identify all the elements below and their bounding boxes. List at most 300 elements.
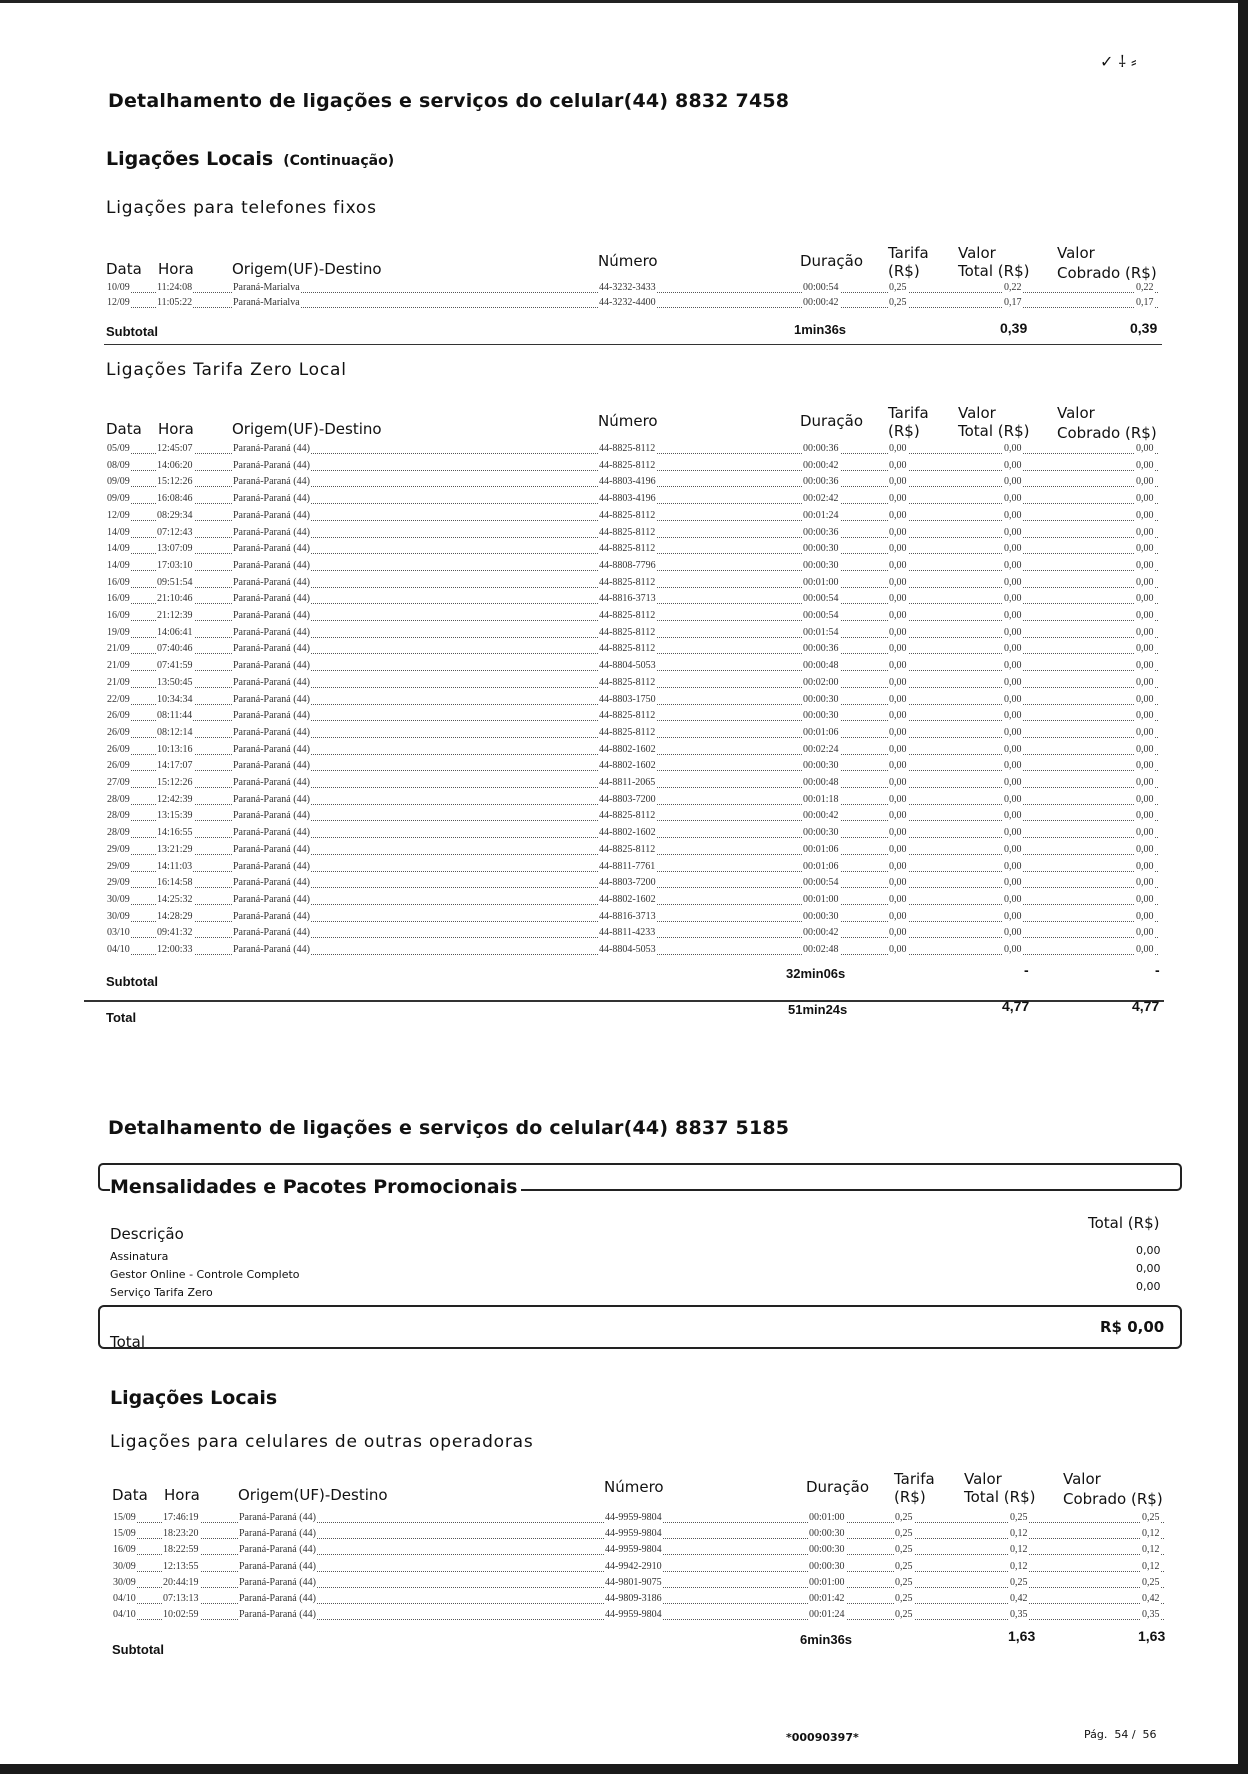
cell-duracao: 00:01:00 — [803, 893, 839, 905]
mensalidade-desc: Serviço Tarifa Zero — [110, 1286, 213, 1299]
cell-hora: 15:12:26 — [157, 777, 193, 788]
cell-cobrado: 0,00 — [1136, 476, 1154, 488]
cell-cobrado: 0,12 — [1142, 1560, 1160, 1572]
cell-cobrado: 0,00 — [1136, 944, 1154, 955]
handwritten-mark: ✓ ⸸ ⸗ — [1100, 52, 1137, 71]
table-row — [0, 911, 1248, 926]
table-row — [0, 1577, 1248, 1592]
cell-hora: 11:05:22 — [157, 297, 193, 308]
cell-total: 0,17 — [1004, 297, 1022, 308]
cell-numero: 44-8802-1602 — [599, 827, 656, 839]
cell-numero: 44-8803-7200 — [599, 793, 656, 805]
cell-duracao: 00:00:54 — [803, 593, 839, 605]
header-tarifa: Tarifa — [888, 404, 929, 422]
cell-total: 0,00 — [1004, 693, 1022, 705]
cell-origem: Paraná-Paraná (44) — [233, 944, 310, 955]
cell-duracao: 00:01:18 — [803, 793, 839, 805]
cell-duracao: 00:01:54 — [803, 626, 839, 638]
header-tarifa-unit: (R$) — [888, 262, 920, 280]
cell-cobrado: 0,00 — [1136, 459, 1154, 471]
cell-duracao: 00:01:24 — [809, 1609, 845, 1621]
cell-cobrado: 0,00 — [1136, 827, 1154, 839]
cell-cobrado: 0,00 — [1136, 893, 1154, 905]
cell-total: 0,00 — [1004, 877, 1022, 889]
cell-numero: 44-9959-9804 — [605, 1609, 662, 1621]
total-label: Total — [106, 1010, 137, 1025]
tz-subtotal-cobrado: - — [1155, 962, 1160, 978]
header-tarifa-unit: (R$) — [888, 422, 920, 440]
cell-data: 09/09 — [107, 493, 130, 505]
cell-hora: 08:11:44 — [157, 710, 193, 722]
cell-hora: 15:12:26 — [157, 476, 193, 488]
header-duracao: Duração — [800, 252, 864, 270]
cell-total: 0,00 — [1004, 559, 1022, 571]
cell-data: 19/09 — [107, 626, 130, 638]
cell-data: 21/09 — [107, 643, 130, 655]
cell-hora: 07:12:43 — [157, 526, 193, 538]
cell-tarifa: 0,25 — [895, 1512, 913, 1523]
cell-duracao: 00:00:42 — [803, 297, 839, 308]
cell-data: 10/09 — [107, 282, 130, 293]
table-row — [0, 1528, 1248, 1543]
cell-numero: 44-8825-8112 — [599, 643, 656, 655]
cell-numero: 44-8825-8112 — [599, 810, 656, 822]
cell-tarifa: 0,25 — [889, 282, 907, 293]
cell-numero: 44-8816-3713 — [599, 910, 656, 922]
cell-cobrado: 0,12 — [1142, 1544, 1160, 1556]
mensalidade-value: 0,00 — [1136, 1280, 1161, 1293]
cell-total: 0,00 — [1004, 944, 1022, 955]
cell-cobrado: 0,00 — [1136, 509, 1154, 521]
cell-duracao: 00:02:42 — [803, 493, 839, 505]
cell-cobrado: 0,00 — [1136, 543, 1154, 555]
cell-total: 0,00 — [1004, 726, 1022, 738]
cell-tarifa: 0,00 — [889, 593, 907, 605]
cell-tarifa: 0,00 — [889, 810, 907, 822]
header-tarifa: Tarifa — [888, 244, 929, 262]
cell-numero: 44-8811-7761 — [599, 860, 656, 872]
header-data: Data — [106, 260, 142, 278]
cell-hora: 14:16:55 — [157, 827, 193, 839]
cell-origem: Paraná-Paraná (44) — [239, 1528, 316, 1540]
table-row — [0, 1593, 1248, 1608]
cell-hora: 14:17:07 — [157, 760, 193, 772]
cell-origem: Paraná-Paraná (44) — [239, 1512, 316, 1523]
cell-total: 0,12 — [1010, 1528, 1028, 1540]
cell-tarifa: 0,25 — [895, 1544, 913, 1556]
cell-duracao: 00:00:54 — [803, 877, 839, 889]
cell-total: 0,35 — [1010, 1609, 1028, 1621]
table-row — [0, 577, 1248, 592]
table-row — [0, 510, 1248, 525]
cell-numero: 44-8804-5053 — [599, 944, 656, 955]
cell-tarifa: 0,00 — [889, 710, 907, 722]
cell-tarifa: 0,00 — [889, 760, 907, 772]
cell-duracao: 00:00:30 — [809, 1544, 845, 1556]
cell-cobrado: 0,00 — [1136, 610, 1154, 621]
cell-origem: Paraná-Paraná (44) — [233, 710, 310, 722]
cell-origem: Paraná-Paraná (44) — [233, 593, 310, 605]
cell-cobrado: 0,00 — [1136, 693, 1154, 705]
cell-duracao: 00:01:00 — [803, 576, 839, 588]
cell-tarifa: 0,00 — [889, 693, 907, 705]
cell-total: 0,00 — [1004, 777, 1022, 788]
header-data: Data — [106, 420, 142, 438]
cell-tarifa: 0,25 — [895, 1593, 913, 1604]
header-valor-total: Valor — [958, 404, 996, 422]
continuation-label: (Continuação) — [283, 153, 395, 169]
cell-data: 30/09 — [107, 893, 130, 905]
cell-numero: 44-8803-1750 — [599, 693, 656, 705]
cell-data: 12/09 — [107, 297, 130, 308]
cell-data: 28/09 — [107, 793, 130, 805]
cell-origem: Paraná-Paraná (44) — [233, 660, 310, 672]
fixos-subtotal-cobrado: 0,39 — [1130, 320, 1158, 336]
cell-hora: 18:23:20 — [163, 1528, 199, 1540]
cell-origem: Paraná-Paraná (44) — [239, 1560, 316, 1572]
cell-total: 0,00 — [1004, 493, 1022, 505]
table-row — [0, 894, 1248, 909]
cell-duracao: 00:00:30 — [803, 827, 839, 839]
cell-hora: 11:24:08 — [157, 282, 193, 293]
cell-origem: Paraná-Paraná (44) — [233, 793, 310, 805]
section2-title: Detalhamento de ligações e serviços do celular(44) 8837 5185 — [108, 1117, 790, 1139]
header-tarifa-unit: (R$) — [894, 1488, 926, 1506]
cell-hora: 10:13:16 — [157, 743, 193, 755]
mensalidades-total-box — [98, 1305, 1182, 1349]
total-total: 4,77 — [1002, 998, 1030, 1014]
outras-subtotal-total: 1,63 — [1008, 1628, 1036, 1644]
cell-data: 16/09 — [107, 610, 130, 621]
cell-total: 0,00 — [1004, 459, 1022, 471]
cell-tarifa: 0,00 — [889, 793, 907, 805]
table-row — [0, 460, 1248, 475]
cell-cobrado: 0,00 — [1136, 910, 1154, 922]
header-duracao: Duração — [800, 412, 864, 430]
cell-duracao: 00:00:54 — [803, 282, 839, 293]
table-row — [0, 543, 1248, 558]
header-valor-cobrado-b: Cobrado (R$) — [1057, 424, 1157, 442]
cell-data: 09/09 — [107, 476, 130, 488]
cell-hora: 14:06:41 — [157, 626, 193, 638]
cell-numero: 44-8825-8112 — [599, 710, 656, 722]
cell-cobrado: 0,00 — [1136, 710, 1154, 722]
fixos-title: Ligações para telefones fixos — [106, 198, 377, 218]
total-rs-header: Total (R$) — [1088, 1214, 1160, 1232]
cell-data: 21/09 — [107, 676, 130, 688]
cell-numero: 44-8825-8112 — [599, 626, 656, 638]
cell-total: 0,22 — [1004, 282, 1022, 293]
cell-total: 0,00 — [1004, 526, 1022, 538]
cell-hora: 10:02:59 — [163, 1609, 199, 1621]
cell-hora: 09:41:32 — [157, 927, 193, 939]
cell-cobrado: 0,00 — [1136, 576, 1154, 588]
cell-total: 0,00 — [1004, 509, 1022, 521]
cell-hora: 13:21:29 — [157, 843, 193, 855]
cell-total: 0,00 — [1004, 893, 1022, 905]
cell-data: 16/09 — [113, 1544, 136, 1556]
cell-cobrado: 0,00 — [1136, 760, 1154, 772]
table-row — [0, 1561, 1248, 1576]
table-row — [0, 760, 1248, 775]
fixos-subtotal-label: Subtotal — [106, 324, 158, 339]
cell-hora: 17:46:19 — [163, 1512, 199, 1523]
cell-data: 05/09 — [107, 443, 130, 454]
cell-duracao: 00:00:30 — [803, 710, 839, 722]
cell-origem: Paraná-Paraná (44) — [233, 543, 310, 555]
cell-origem: Paraná-Paraná (44) — [233, 743, 310, 755]
cell-numero: 44-8825-8112 — [599, 676, 656, 688]
cell-data: 04/10 — [113, 1593, 136, 1604]
cell-total: 0,00 — [1004, 760, 1022, 772]
cell-hora: 12:13:55 — [163, 1560, 199, 1572]
cell-origem: Paraná-Paraná (44) — [233, 559, 310, 571]
cell-cobrado: 0,22 — [1136, 282, 1154, 293]
cell-tarifa: 0,00 — [889, 910, 907, 922]
cell-duracao: 00:01:06 — [803, 726, 839, 738]
cell-tarifa: 0,25 — [895, 1528, 913, 1540]
cell-hora: 16:14:58 — [157, 877, 193, 889]
cell-numero: 44-8802-1602 — [599, 893, 656, 905]
cell-hora: 07:41:59 — [157, 660, 193, 672]
cell-numero: 44-8803-4196 — [599, 493, 656, 505]
header-origem: Origem(UF)-Destino — [232, 260, 382, 278]
cell-tarifa: 0,00 — [889, 443, 907, 454]
cell-numero: 44-8825-8112 — [599, 610, 656, 621]
header-valor-cobrado-b: Cobrado (R$) — [1057, 264, 1157, 282]
cell-numero: 44-9959-9804 — [605, 1528, 662, 1540]
cell-hora: 14:11:03 — [157, 860, 193, 872]
cell-hora: 07:40:46 — [157, 643, 193, 655]
cell-total: 0,00 — [1004, 843, 1022, 855]
table-row — [0, 1512, 1248, 1527]
cell-origem: Paraná-Paraná (44) — [233, 643, 310, 655]
cell-duracao: 00:00:36 — [803, 443, 839, 454]
cell-origem: Paraná-Paraná (44) — [233, 777, 310, 788]
mensalidade-value: 0,00 — [1136, 1262, 1161, 1275]
header-origem: Origem(UF)-Destino — [238, 1486, 388, 1504]
cell-hora: 13:15:39 — [157, 810, 193, 822]
cell-data: 21/09 — [107, 660, 130, 672]
cell-cobrado: 0,00 — [1136, 676, 1154, 688]
cell-duracao: 00:01:42 — [809, 1593, 845, 1604]
cell-origem: Paraná-Paraná (44) — [233, 693, 310, 705]
cell-total: 0,25 — [1010, 1576, 1028, 1588]
cell-duracao: 00:01:06 — [803, 843, 839, 855]
table-row — [0, 744, 1248, 759]
cell-numero: 44-9809-3186 — [605, 1593, 662, 1604]
cell-total: 0,00 — [1004, 910, 1022, 922]
cell-hora: 12:00:33 — [157, 944, 193, 955]
cell-tarifa: 0,00 — [889, 509, 907, 521]
cell-data: 12/09 — [107, 509, 130, 521]
cell-tarifa: 0,00 — [889, 893, 907, 905]
scan-edge-bottom — [0, 1764, 1248, 1774]
cell-data: 15/09 — [113, 1512, 136, 1523]
cell-numero: 44-8825-8112 — [599, 576, 656, 588]
cell-duracao: 00:00:30 — [803, 559, 839, 571]
cell-origem: Paraná-Paraná (44) — [233, 726, 310, 738]
table-row — [0, 844, 1248, 859]
table-row — [0, 1609, 1248, 1624]
total-cobrado: 4,77 — [1132, 998, 1160, 1014]
outras-subtotal-duracao: 6min36s — [800, 1632, 853, 1647]
cell-tarifa: 0,00 — [889, 927, 907, 939]
cell-duracao: 00:00:48 — [803, 660, 839, 672]
cell-duracao: 00:02:00 — [803, 676, 839, 688]
mensalidade-value: 0,00 — [1136, 1244, 1161, 1257]
cell-numero: 44-8825-8112 — [599, 526, 656, 538]
cell-total: 0,00 — [1004, 643, 1022, 655]
cell-duracao: 00:00:30 — [803, 543, 839, 555]
header-hora: Hora — [158, 420, 194, 438]
cell-duracao: 00:00:36 — [803, 526, 839, 538]
cell-origem: Paraná-Marialva — [233, 297, 300, 308]
cell-numero: 44-8803-4196 — [599, 476, 656, 488]
cell-origem: Paraná-Marialva — [233, 282, 300, 293]
header-valor-total: Valor — [958, 244, 996, 262]
cell-data: 04/10 — [107, 944, 130, 955]
cell-total: 0,42 — [1010, 1593, 1028, 1604]
cell-duracao: 00:00:30 — [803, 693, 839, 705]
cell-tarifa: 0,00 — [889, 643, 907, 655]
cell-origem: Paraná-Paraná (44) — [233, 827, 310, 839]
table-row — [0, 560, 1248, 575]
table-row — [0, 643, 1248, 658]
cell-data: 27/09 — [107, 777, 130, 788]
cell-cobrado: 0,12 — [1142, 1528, 1160, 1540]
cell-hora: 21:12:39 — [157, 610, 193, 621]
cell-tarifa: 0,00 — [889, 543, 907, 555]
cell-hora: 14:25:32 — [157, 893, 193, 905]
cell-origem: Paraná-Paraná (44) — [233, 860, 310, 872]
outras-subtotal-label: Subtotal — [112, 1642, 164, 1657]
cell-cobrado: 0,00 — [1136, 726, 1154, 738]
table-row — [0, 861, 1248, 876]
cell-duracao: 00:00:36 — [803, 476, 839, 488]
mensalidades-title: Mensalidades e Pacotes Promocionais — [110, 1176, 521, 1198]
cell-cobrado: 0,00 — [1136, 877, 1154, 889]
cell-data: 16/09 — [107, 593, 130, 605]
cell-origem: Paraná-Paraná (44) — [233, 443, 310, 454]
cell-cobrado: 0,00 — [1136, 643, 1154, 655]
cell-origem: Paraná-Paraná (44) — [233, 676, 310, 688]
mensalidade-desc: Assinatura — [110, 1250, 169, 1263]
cell-data: 14/09 — [107, 559, 130, 571]
table-row — [0, 777, 1248, 792]
cell-hora: 08:29:34 — [157, 509, 193, 521]
cell-tarifa: 0,25 — [895, 1609, 913, 1621]
cell-data: 03/10 — [107, 927, 130, 939]
table-row — [0, 677, 1248, 692]
cell-origem: Paraná-Paraná (44) — [233, 910, 310, 922]
table-row — [0, 827, 1248, 842]
cell-tarifa: 0,00 — [889, 660, 907, 672]
cell-duracao: 00:00:48 — [803, 777, 839, 788]
outras-subtotal-cobrado: 1,63 — [1138, 1628, 1166, 1644]
cell-data: 26/09 — [107, 760, 130, 772]
cell-data: 29/09 — [107, 860, 130, 872]
cell-data: 29/09 — [107, 843, 130, 855]
scan-edge-top — [0, 0, 1248, 3]
cell-tarifa: 0,00 — [889, 576, 907, 588]
cell-hora: 21:10:46 — [157, 593, 193, 605]
cell-numero: 44-9801-9075 — [605, 1576, 662, 1588]
cell-numero: 44-8825-8112 — [599, 726, 656, 738]
cell-tarifa: 0,00 — [889, 843, 907, 855]
table-row — [0, 710, 1248, 725]
cell-total: 0,25 — [1010, 1512, 1028, 1523]
cell-cobrado: 0,25 — [1142, 1576, 1160, 1588]
table-row — [0, 877, 1248, 892]
cell-numero: 44-8825-8112 — [599, 459, 656, 471]
cell-data: 08/09 — [107, 459, 130, 471]
header-hora: Hora — [158, 260, 194, 278]
cell-tarifa: 0,00 — [889, 626, 907, 638]
header-valor-total-b: Total (R$) — [958, 422, 1030, 440]
cell-duracao: 00:00:30 — [809, 1560, 845, 1572]
cell-numero: 44-8811-4233 — [599, 927, 656, 939]
table-row — [0, 694, 1248, 709]
cell-cobrado: 0,00 — [1136, 843, 1154, 855]
cell-hora: 09:51:54 — [157, 576, 193, 588]
cell-hora: 12:45:07 — [157, 443, 193, 454]
cell-duracao: 00:00:42 — [803, 810, 839, 822]
cell-tarifa: 0,25 — [895, 1576, 913, 1588]
cell-data: 29/09 — [107, 877, 130, 889]
cell-cobrado: 0,17 — [1136, 297, 1154, 308]
footer-code: *00090397* — [786, 1731, 859, 1744]
cell-hora: 17:03:10 — [157, 559, 193, 571]
cell-data: 26/09 — [107, 726, 130, 738]
cell-cobrado: 0,00 — [1136, 593, 1154, 605]
cell-tarifa: 0,00 — [889, 860, 907, 872]
tz-subtotal-total: - — [1024, 962, 1029, 978]
cell-numero: 44-9959-9804 — [605, 1544, 662, 1556]
cell-numero: 44-8825-8112 — [599, 843, 656, 855]
cell-total: 0,00 — [1004, 660, 1022, 672]
cell-total: 0,00 — [1004, 710, 1022, 722]
cell-cobrado: 0,00 — [1136, 443, 1154, 454]
cell-data: 30/09 — [113, 1576, 136, 1588]
section1-subtitle — [106, 148, 394, 170]
cell-numero: 44-8802-1602 — [599, 760, 656, 772]
cell-cobrado: 0,00 — [1136, 860, 1154, 872]
cell-tarifa: 0,00 — [889, 526, 907, 538]
header-numero: Número — [604, 1478, 664, 1496]
header-numero: Número — [598, 412, 658, 430]
cell-total: 0,00 — [1004, 610, 1022, 621]
cell-duracao: 00:01:00 — [809, 1576, 845, 1588]
cell-origem: Paraná-Paraná (44) — [233, 626, 310, 638]
table-row — [0, 476, 1248, 491]
table-row — [0, 443, 1248, 458]
cell-numero: 44-9959-9804 — [605, 1512, 662, 1523]
cell-tarifa: 0,00 — [889, 610, 907, 621]
cell-data: 14/09 — [107, 526, 130, 538]
cell-tarifa: 0,00 — [889, 726, 907, 738]
cell-cobrado: 0,42 — [1142, 1593, 1160, 1604]
cell-tarifa: 0,00 — [889, 777, 907, 788]
cell-tarifa: 0,25 — [889, 297, 907, 308]
cell-duracao: 00:01:06 — [803, 860, 839, 872]
cell-origem: Paraná-Paraná (44) — [239, 1544, 316, 1556]
cell-origem: Paraná-Paraná (44) — [233, 927, 310, 939]
cell-duracao: 00:00:30 — [803, 760, 839, 772]
table-row — [0, 927, 1248, 942]
table-row — [0, 810, 1248, 825]
cell-cobrado: 0,35 — [1142, 1609, 1160, 1621]
